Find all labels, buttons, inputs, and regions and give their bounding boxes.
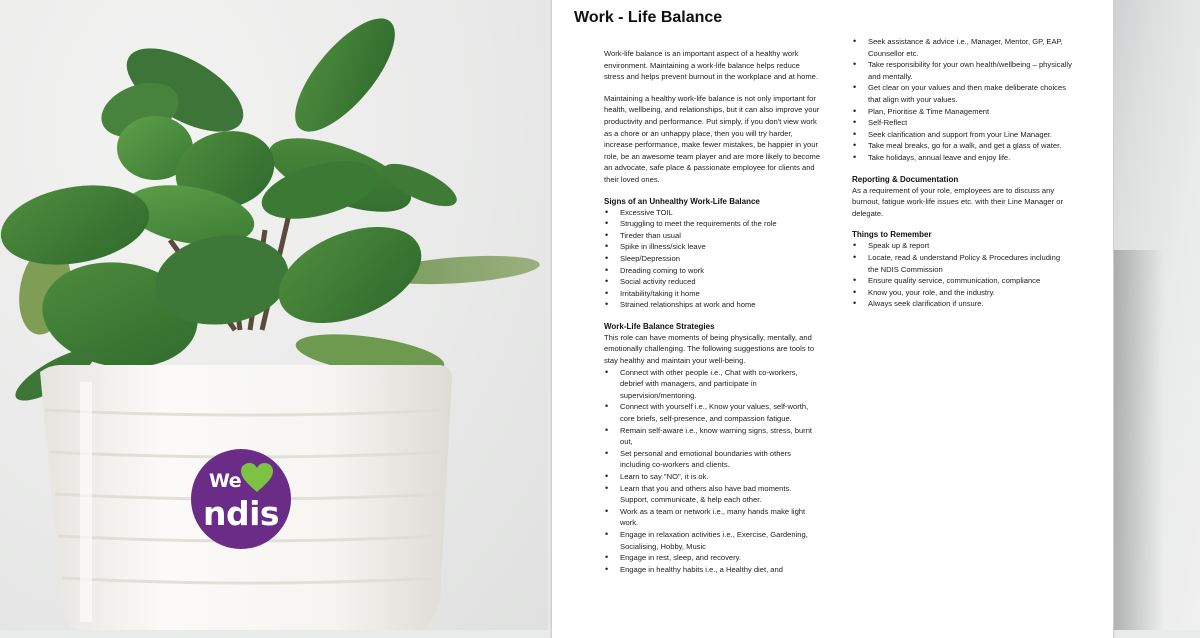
list-item: • Tireder than usual <box>604 230 822 242</box>
strategies-list <box>604 367 822 576</box>
document-column-right <box>852 36 1072 320</box>
list-item: • Engage in rest, sleep, and recovery. <box>604 552 822 564</box>
background-shadow <box>1114 250 1164 630</box>
list-item: • Know you, your role, and the industry. <box>852 287 1072 299</box>
list-item: • Seek clarification and support from your Line Manager. <box>852 129 1072 141</box>
list-item: • Plan, Prioritise & Time Management <box>852 106 1072 118</box>
list-item: • Remain self-aware i.e., know warning signs, stress, burnt out, <box>604 425 822 448</box>
list-item: • Excessive TOIL <box>604 207 822 219</box>
reporting-heading: Reporting & Documentation <box>852 174 959 184</box>
heart-icon <box>240 463 274 493</box>
list-item: • Seek assistance & advice i.e., Manager, Mentor, GP, EAP, Counsellor etc. <box>852 36 1072 59</box>
document-column-left <box>604 48 822 585</box>
list-item: • Ensure quality service, communication, compliance <box>852 275 1072 287</box>
strategies-list-continued <box>852 36 1072 164</box>
we-love-ndis-badge <box>191 449 291 549</box>
remember-heading: Things to Remember <box>852 230 932 240</box>
document-title: Work - Life Balance <box>574 9 723 26</box>
signs-list <box>604 207 822 311</box>
remember-list <box>852 240 1072 310</box>
list-item: • Spike in illness/sick leave <box>604 241 822 253</box>
list-item: • Strained relationships at work and home <box>604 299 822 311</box>
plant-photo <box>0 0 548 630</box>
list-item: • Connect with yourself i.e., Know your values, self-worth, core briefs, self-presence, and compassion fatigue. <box>604 401 822 424</box>
list-item: • Irritability/taking it home <box>604 288 822 300</box>
list-item: • Take responsibility for your own health/wellbeing – physically and mentally. <box>852 59 1072 82</box>
list-item: • Connect with other people i.e., Chat with co-workers, debrief with managers, and participate in supervision/mentoring. <box>604 367 822 402</box>
list-item: • Self-Reflect <box>852 117 1072 129</box>
list-item: • Take meal breaks, go for a walk, and get a glass of water. <box>852 140 1072 152</box>
list-item: • Always seek clarification if unsure. <box>852 298 1072 310</box>
list-item: • Set personal and emotional boundaries with others including co-workers and clients. <box>604 448 822 471</box>
list-item: • Learn to say "NO", it is ok. <box>604 471 822 483</box>
strategies-intro: This role can have moments of being physically, mentally, and emotionally challenging. The following suggestions are tools to stay healthy and maintain your well-being. <box>604 332 815 366</box>
list-item: • Work as a team or network i.e., many hands make light work. <box>604 506 822 529</box>
badge-we-text: We <box>209 470 242 492</box>
strategies-heading: Work-Life Balance Strategies <box>604 321 715 331</box>
list-item: • Sleep/Depression <box>604 253 822 265</box>
signs-heading: Signs of an Unhealthy Work-Life Balance <box>604 196 760 206</box>
list-item: • Locate, read & understand Policy & Procedures including the NDIS Commission <box>852 252 1072 275</box>
list-item: • Struggling to meet the requirements of the role <box>604 218 822 230</box>
badge-ndis-text: ndis <box>202 494 280 533</box>
list-item: • Speak up & report <box>852 240 1072 252</box>
list-item: • Dreading coming to work <box>604 265 822 277</box>
list-item: • Take holidays, annual leave and enjoy life. <box>852 152 1072 164</box>
reporting-text: As a requirement of your role, employees are to discuss any burnout, fatigue work-life issues etc. with their Line Manager or delegate. <box>852 185 1064 218</box>
intro-paragraph-2: Maintaining a healthy work-life balance is not only important for health, wellbeing, and relationships, but it can also improve your productivity and performance. Put simply, if you don't view work as a chore or an unhappy place, then you will try harder, increase performance, make fewer mistakes, be happier in your role, be an awesome team player and are more likely to become an advocate, safe place & passionate employee for clients and their loved ones. <box>604 93 821 184</box>
list-item: • Social activity reduced <box>604 276 822 288</box>
list-item: • Engage in healthy habits i.e., a Healthy diet, and <box>604 564 822 576</box>
list-item: • Learn that you and others also have bad moments. Support, communicate, & help each other. <box>604 483 822 506</box>
intro-paragraph-1: Work-life balance is an important aspect of a healthy work environment. Maintaining a work-life balance helps reduce stress and helps prevent burnout in the workplace and at home. <box>604 49 819 82</box>
list-item: • Get clear on your values and then make deliberate choices that align with your values. <box>852 82 1072 105</box>
document-page <box>551 0 1114 638</box>
list-item: • Engage in relaxation activities i.e., Exercise, Gardening, Socialising, Hobby, Music <box>604 529 822 552</box>
